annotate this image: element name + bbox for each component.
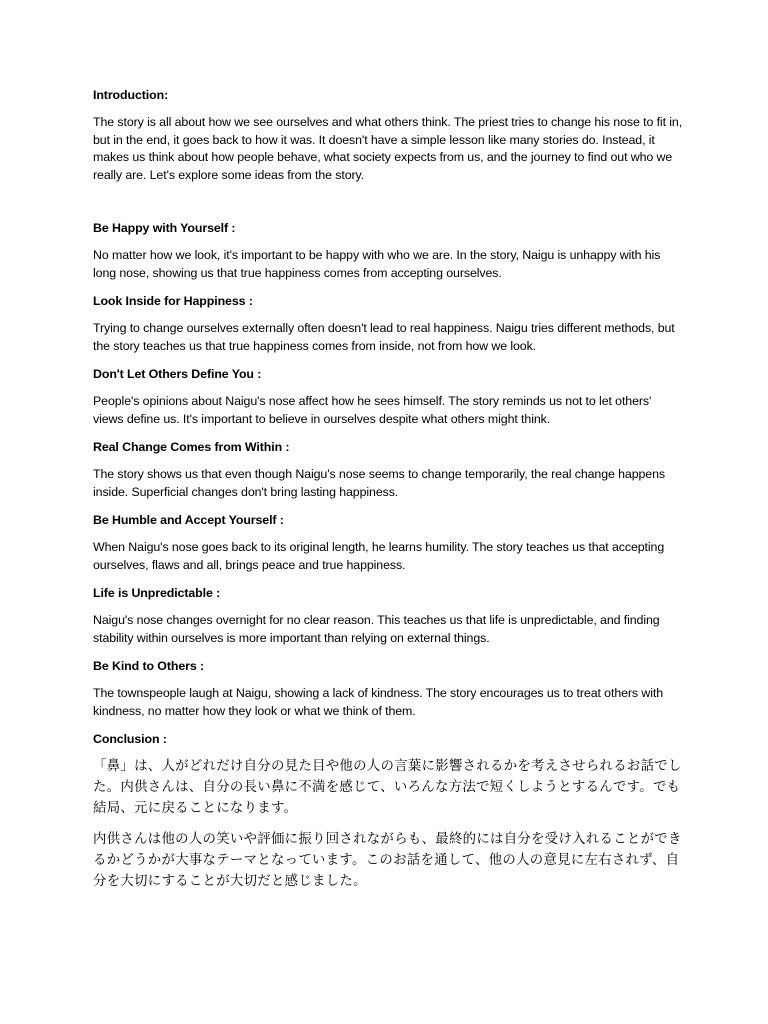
section-heading: Be Humble and Accept Yourself : <box>93 513 284 527</box>
section-heading: Be Kind to Others : <box>93 659 204 673</box>
section-heading: Look Inside for Happiness : <box>93 294 253 308</box>
section-be-humble <box>93 511 683 574</box>
section-text: When Naigu's nose goes back to its original length, he learns humility. The story teaches us that accepting ourselves, flaws and all, brings peace and true happiness. <box>93 540 665 572</box>
section-look-inside <box>93 292 683 355</box>
section-text: People's opinions about Naigu's nose affect how he sees himself. The story reminds us not to let others' views define us. It's important to believe in ourselves despite what others might think. <box>93 394 652 426</box>
section-heading: Life is Unpredictable : <box>93 586 221 600</box>
conclusion-section <box>93 730 683 892</box>
section-life-unpredictable <box>93 584 683 647</box>
section-text: Naigu's nose changes overnight for no clear reason. This teaches us that life is unpredictable, and finding stability within ourselves is more important than relying on external things. <box>93 613 660 645</box>
introduction-heading: Introduction: <box>93 88 169 102</box>
introduction-text: The story is all about how we see ourselves and what others think. The priest tries to change his nose to fit in, but in the end, it goes back to how it was. It doesn't have a simple lesson like many stories do. Instead, it makes us think about how people behave, what society expects from us, and the journey to find out who we really are. Let's explore some ideas from the story. <box>93 115 683 182</box>
conclusion-heading: Conclusion : <box>93 732 167 746</box>
section-heading: Be Happy with Yourself : <box>93 221 236 235</box>
introduction-section <box>93 86 683 184</box>
section-real-change <box>93 438 683 501</box>
section-be-happy <box>93 219 683 282</box>
section-heading: Real Change Comes from Within : <box>93 440 290 454</box>
section-be-kind <box>93 657 683 720</box>
section-text: No matter how we look, it's important to be happy with who we are. In the story, Naigu is unhappy with his long nose, showing us that true happiness comes from accepting ourselves. <box>93 248 661 280</box>
section-dont-let-others <box>93 365 683 428</box>
document-page <box>93 86 683 902</box>
conclusion-paragraph: 内供さんは他の人の笑いや評価に振り回されながらも、最終的には自分を受け入れることができるかどうかが大事なテーマとなっています。このお話を通して、他の人の意見に左右されず、自分を大切にすることが大切だと感じました。 <box>93 832 682 889</box>
conclusion-paragraph: 「鼻」は、人がどれだけ自分の見た目や他の人の言葉に影響されるかを考えさせられるお話でした。内供さんは、自分の長い鼻に不満を感じて、いろんな方法で短くしようとするんです。でも結局、元に戻ることになります。 <box>93 759 682 816</box>
section-text: The townspeople laugh at Naigu, showing a lack of kindness. The story encourages us to treat others with kindness, no matter how they look or what we think of them. <box>93 686 664 718</box>
section-text: Trying to change ourselves externally often doesn't lead to real happiness. Naigu tries different methods, but the story teaches us that true happiness comes from inside, not from how we look. <box>93 321 675 353</box>
section-heading: Don't Let Others Define You : <box>93 367 262 381</box>
section-text: The story shows us that even though Naigu's nose seems to change temporarily, the real change happens inside. Superficial changes don't bring lasting happiness. <box>93 467 665 499</box>
